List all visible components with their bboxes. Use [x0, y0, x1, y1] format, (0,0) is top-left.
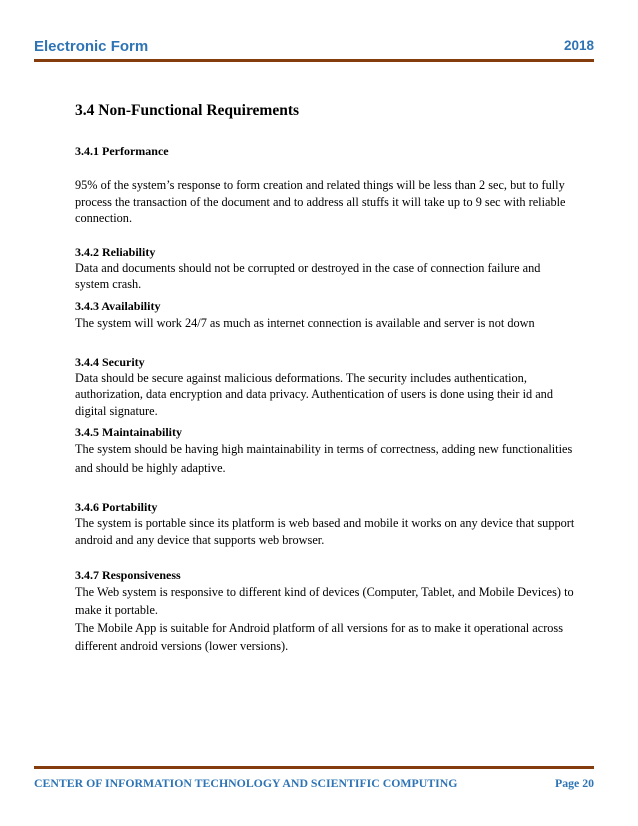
- subsection-heading: 3.4.3 Availability: [75, 298, 161, 313]
- subsection-paragraph: The Web system is responsive to different kind of devices (Computer, Tablet, and Mobile Devices) to make it portable.: [75, 585, 574, 617]
- subsection-heading: 3.4.5 Maintainability: [75, 425, 183, 439]
- subsection-reliability: [75, 244, 575, 293]
- header-year: 2018: [563, 38, 594, 53]
- subsection-heading: 3.4.1 Performance: [75, 144, 169, 158]
- subsection-availability: [75, 298, 575, 333]
- document-body: [75, 102, 575, 655]
- header-title: Electronic Form: [34, 38, 149, 55]
- subsection-heading: 3.4.4 Security: [75, 354, 145, 369]
- subsection-performance: [75, 143, 575, 227]
- subsection-paragraph: The Mobile App is suitable for Android platform of all versions for as to make it operational across different android versions (lower versions).: [75, 621, 564, 653]
- footer-organization: CENTER OF INFORMATION TECHNOLOGY AND SCIENTIFIC COMPUTING: [34, 776, 458, 790]
- subsection-paragraph: Data should be secure against malicious deformations. The security includes authentication, authorization, data encryption and data privacy. Authentication of users is done using their id and digital signature.: [75, 370, 553, 418]
- subsection-heading: 3.4.7 Responsiveness: [75, 568, 181, 582]
- subsection-maintainability: [75, 424, 575, 478]
- subsection-heading: 3.4.2 Reliability: [75, 244, 156, 259]
- subsection-paragraph: The system should be having high maintainability in terms of correctness, adding new functionalities and should be highly adaptive.: [75, 442, 573, 475]
- subsection-paragraph: The system will work 24/7 as much as internet connection is available and server is not down: [75, 315, 535, 330]
- subsection-paragraph: 95% of the system’s response to form creation and related things will be less than 2 sec, but to fully process the transaction of the document and to address all stuffs it will take up to 9 sec with reliable connection.: [75, 178, 566, 225]
- header-rule: [34, 59, 594, 62]
- page-number: Page 20: [555, 776, 594, 790]
- section-title: 3.4 Non-Functional Requirements: [75, 102, 300, 119]
- footer-rule: [34, 766, 594, 769]
- subsection-responsiveness: [75, 567, 575, 655]
- subsection-paragraph: Data and documents should not be corrupted or destroyed in the case of connection failure and system crash.: [75, 260, 541, 291]
- subsection-security: [75, 354, 575, 420]
- subsection-portability: [75, 499, 575, 548]
- subsection-heading: 3.4.6 Portability: [75, 500, 158, 514]
- subsection-paragraph: The system is portable since its platform is web based and mobile it works on any device that support android and any device that supports web browser.: [75, 516, 575, 547]
